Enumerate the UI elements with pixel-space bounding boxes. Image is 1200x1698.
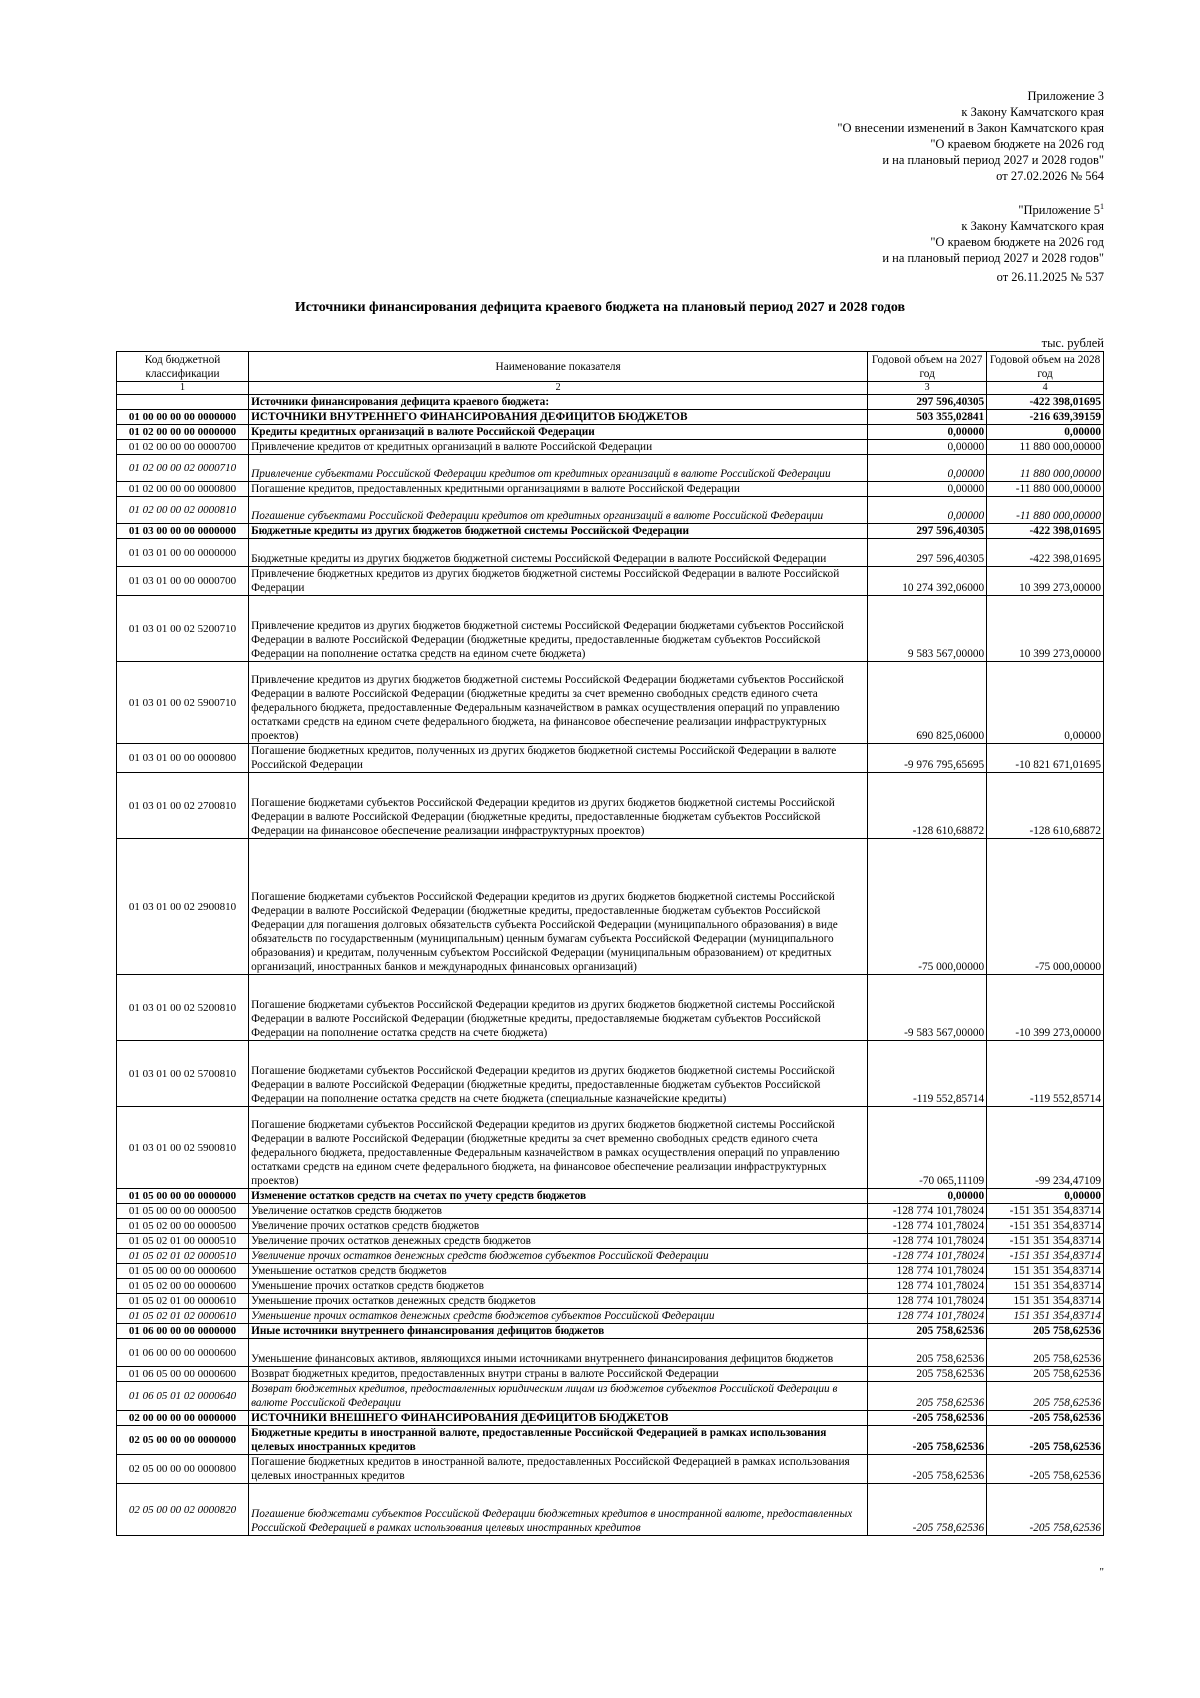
code-cell: 01 05 00 00 00 0000500: [117, 1204, 249, 1219]
name-cell: Погашение бюджетами субъектов Российской Федерации кредитов из других бюджетов бюджетной системы Российской Федерации в валюте Российской Федерации (бюджетные кредиты за счет временно свободных средств единого счета федерального бюджета, предоставленные Федеральным казначейством в рамках осуществления операций по управлению остатками средств на едином счете федерального бюджета, на финансовое обеспечение реализации инфраструктурных проектов): [249, 1107, 868, 1189]
approval-line: к Закону Камчатского края: [961, 105, 1104, 119]
value-2028-cell: -422 398,01695: [987, 539, 1104, 567]
value-2028-cell: 151 351 354,83714: [987, 1309, 1104, 1324]
table-row: [117, 1426, 1104, 1455]
table-row: [117, 455, 1104, 482]
table-row: [117, 1204, 1104, 1219]
name-cell: Погашение кредитов, предоставленных кредитными организациями в валюте Российской Федерации: [249, 482, 868, 497]
value-2028-cell: 0,00000: [987, 1189, 1104, 1204]
header-appendix-block: [882, 202, 1104, 285]
name-cell: Погашение субъектами Российской Федерации кредитов от кредитных организаций в валюте Российской Федерации: [249, 497, 868, 524]
value-2028-cell: -119 552,85714: [987, 1041, 1104, 1107]
table-row: [117, 567, 1104, 596]
header-code: Код бюджетной классификации: [117, 352, 249, 382]
code-cell: 01 03 01 00 02 5900810: [117, 1107, 249, 1189]
code-cell: 01 05 02 01 02 0000610: [117, 1309, 249, 1324]
value-2027-cell: 205 758,62536: [868, 1339, 987, 1367]
value-2027-cell: -75 000,00000: [868, 839, 987, 975]
code-cell: 01 03 01 00 00 0000800: [117, 744, 249, 773]
name-cell: Привлечение кредитов из других бюджетов бюджетной системы Российской Федерации бюджетами субъектов Российской Федерации в валюте Российской Федерации (бюджетные кредиты, предоставленные бюджетам субъектов Российской Федерации на пополнение остатка средств на едином счете бюджета): [249, 596, 868, 662]
value-2027-cell: -128 610,68872: [868, 773, 987, 839]
value-2027-cell: -128 774 101,78024: [868, 1219, 987, 1234]
value-2028-cell: 11 880 000,00000: [987, 440, 1104, 455]
value-2027-cell: 297 596,40305: [868, 539, 987, 567]
value-2028-cell: 10 399 273,00000: [987, 596, 1104, 662]
name-cell: Погашение бюджетных кредитов, полученных из других бюджетов бюджетной системы Российской Федерации в валюте Российской Федерации: [249, 744, 868, 773]
value-2028-cell: -99 234,47109: [987, 1107, 1104, 1189]
name-cell: Увеличение остатков средств бюджетов: [249, 1204, 868, 1219]
value-2027-cell: 503 355,02841: [868, 410, 987, 425]
code-cell: [117, 395, 249, 410]
code-cell: 01 02 00 00 02 0000710: [117, 455, 249, 482]
table-row: [117, 1339, 1104, 1367]
index-cell: 1: [117, 382, 249, 395]
name-cell: Увеличение прочих остатков денежных средств бюджетов: [249, 1234, 868, 1249]
value-2028-cell: 151 351 354,83714: [987, 1279, 1104, 1294]
value-2027-cell: -9 976 795,65695: [868, 744, 987, 773]
name-cell: Привлечение кредитов от кредитных организаций в валюте Российской Федерации: [249, 440, 868, 455]
code-cell: 01 05 00 00 00 0000600: [117, 1264, 249, 1279]
value-2028-cell: 205 758,62536: [987, 1339, 1104, 1367]
value-2027-cell: 297 596,40305: [868, 395, 987, 410]
name-cell: ИСТОЧНИКИ ВНЕШНЕГО ФИНАНСИРОВАНИЯ ДЕФИЦИТОВ БЮДЖЕТОВ: [249, 1411, 868, 1426]
value-2027-cell: 9 583 567,00000: [868, 596, 987, 662]
value-2028-cell: -151 351 354,83714: [987, 1234, 1104, 1249]
name-cell: Уменьшение остатков средств бюджетов: [249, 1264, 868, 1279]
table-row: [117, 482, 1104, 497]
name-cell: Уменьшение прочих остатков средств бюджетов: [249, 1279, 868, 1294]
table-index-row: [117, 382, 1104, 395]
table-row: [117, 662, 1104, 744]
closing-quote: ": [1099, 1566, 1104, 1578]
value-2028-cell: -205 758,62536: [987, 1484, 1104, 1536]
code-cell: 01 06 05 01 02 0000640: [117, 1382, 249, 1411]
value-2028-cell: 205 758,62536: [987, 1324, 1104, 1339]
value-2028-cell: 10 399 273,00000: [987, 567, 1104, 596]
name-cell: Погашение бюджетами субъектов Российской Федерации кредитов из других бюджетов бюджетной системы Российской Федерации в валюте Российской Федерации (бюджетные кредиты, предоставленные бюджетам субъектов Российской Федерации для погашения долговых обязательств субъекта Российской Федерации (муниципального образования) в виде обязательств по государственным (муниципальным) ценным бумагам субъекта Российской Федерации (муниципального образования) и кредитам, полученным субъектом Российской Федерации (муниципальным образованием) от кредитных организаций, иностранных банков и международных финансовых организаций): [249, 839, 868, 975]
value-2027-cell: -9 583 567,00000: [868, 975, 987, 1041]
value-2027-cell: -205 758,62536: [868, 1484, 987, 1536]
appendix-date: от 26.11.2025 № 537: [996, 270, 1104, 284]
code-cell: 02 05 00 00 00 0000000: [117, 1426, 249, 1455]
appendix-line: "О краевом бюджете на 2026 год: [930, 235, 1104, 249]
table-row: [117, 839, 1104, 975]
code-cell: 01 05 02 00 00 0000600: [117, 1279, 249, 1294]
value-2027-cell: -205 758,62536: [868, 1411, 987, 1426]
header-2027: Годовой объем на 2027 год: [868, 352, 987, 382]
value-2027-cell: -128 774 101,78024: [868, 1249, 987, 1264]
value-2027-cell: 128 774 101,78024: [868, 1294, 987, 1309]
code-cell: 01 06 00 00 00 0000600: [117, 1339, 249, 1367]
table-row: [117, 1189, 1104, 1204]
name-cell: Привлечение кредитов из других бюджетов бюджетной системы Российской Федерации бюджетами субъектов Российской Федерации в валюте Российской Федерации (бюджетные кредиты за счет временно свободных средств единого счета федерального бюджета, предоставленные Федеральным казначейством в рамках осуществления операций по управлению остатками средств на едином счете федерального бюджета, на финансовое обеспечение реализации инфраструктурных проектов): [249, 662, 868, 744]
table-row: [117, 1411, 1104, 1426]
value-2027-cell: 690 825,06000: [868, 662, 987, 744]
approval-line: и на плановый период 2027 и 2028 годов": [882, 153, 1104, 167]
table-row: [117, 744, 1104, 773]
code-cell: 01 03 01 00 00 0000700: [117, 567, 249, 596]
value-2028-cell: -216 639,39159: [987, 410, 1104, 425]
name-cell: Кредиты кредитных организаций в валюте Российской Федерации: [249, 425, 868, 440]
code-cell: 01 03 01 00 02 2900810: [117, 839, 249, 975]
code-cell: 01 02 00 00 00 0000000: [117, 425, 249, 440]
approval-line: "О краевом бюджете на 2026 год: [930, 137, 1104, 151]
name-cell: Погашение бюджетами субъектов Российской Федерации кредитов из других бюджетов бюджетной системы Российской Федерации в валюте Российской Федерации (бюджетные кредиты, предоставленные бюджетам субъектов Российской Федерации на финансовое обеспечение реализации инфраструктурных проектов): [249, 773, 868, 839]
table-row: [117, 1484, 1104, 1536]
name-cell: Увеличение прочих остатков средств бюджетов: [249, 1219, 868, 1234]
appendix-line: к Закону Камчатского края: [961, 219, 1104, 233]
value-2028-cell: -75 000,00000: [987, 839, 1104, 975]
name-cell: Погашение бюджетами субъектов Российской Федерации бюджетных кредитов в иностранной валюте, предоставленных Российской Федерацией в рамках использования целевых иностранных кредитов: [249, 1484, 868, 1536]
value-2027-cell: -205 758,62536: [868, 1426, 987, 1455]
table-row: [117, 410, 1104, 425]
code-cell: 01 03 01 00 02 2700810: [117, 773, 249, 839]
value-2028-cell: 11 880 000,00000: [987, 455, 1104, 482]
code-cell: 02 00 00 00 00 0000000: [117, 1411, 249, 1426]
value-2027-cell: 0,00000: [868, 497, 987, 524]
value-2027-cell: 10 274 392,06000: [868, 567, 987, 596]
name-cell: Погашение бюджетных кредитов в иностранной валюте, предоставленных Российской Федерацией в рамках использования целевых иностранных кредитов: [249, 1455, 868, 1484]
name-cell: Бюджетные кредиты из других бюджетов бюджетной системы Российской Федерации: [249, 524, 868, 539]
table-row: [117, 425, 1104, 440]
table-row: [117, 1367, 1104, 1382]
value-2027-cell: 128 774 101,78024: [868, 1279, 987, 1294]
table-row: [117, 1219, 1104, 1234]
code-cell: 01 02 00 00 02 0000810: [117, 497, 249, 524]
name-cell: ИСТОЧНИКИ ВНУТРЕННЕГО ФИНАНСИРОВАНИЯ ДЕФИЦИТОВ БЮДЖЕТОВ: [249, 410, 868, 425]
units-label: тыс. рублей: [1041, 336, 1104, 350]
value-2027-cell: 0,00000: [868, 425, 987, 440]
name-cell: Уменьшение прочих остатков денежных средств бюджетов: [249, 1294, 868, 1309]
header-2028: Годовой объем на 2028 год: [987, 352, 1104, 382]
appendix-title: "Приложение $5^1$: [1018, 201, 1104, 217]
name-cell: Возврат бюджетных кредитов, предоставленных юридическим лицам из бюджетов субъектов Российской Федерации в валюте Российской Федерации: [249, 1382, 868, 1411]
table-row: [117, 497, 1104, 524]
code-cell: 02 05 00 00 00 0000800: [117, 1455, 249, 1484]
table-row: [117, 1264, 1104, 1279]
value-2027-cell: -119 552,85714: [868, 1041, 987, 1107]
approval-line: Приложение 3: [1027, 89, 1104, 103]
header-name: Наименование показателя: [249, 352, 868, 382]
value-2028-cell: -151 351 354,83714: [987, 1204, 1104, 1219]
value-2028-cell: -151 351 354,83714: [987, 1219, 1104, 1234]
code-cell: 01 05 02 01 00 0000510: [117, 1234, 249, 1249]
name-cell: Уменьшение финансовых активов, являющихся иными источниками внутреннего финансирования дефицитов бюджетов: [249, 1339, 868, 1367]
value-2027-cell: 0,00000: [868, 482, 987, 497]
value-2027-cell: 205 758,62536: [868, 1324, 987, 1339]
value-2027-cell: 0,00000: [868, 455, 987, 482]
name-cell: Погашение бюджетами субъектов Российской Федерации кредитов из других бюджетов бюджетной системы Российской Федерации в валюте Российской Федерации (бюджетные кредиты, предоставляемые бюджетам субъектов Российской Федерации на пополнение остатка средств на счете бюджета): [249, 975, 868, 1041]
code-cell: 01 02 00 00 00 0000800: [117, 482, 249, 497]
approval-line: "О внесении изменений в Закон Камчатского края: [837, 121, 1104, 135]
budget-sources-table: [116, 351, 1104, 1536]
name-cell: Увеличение прочих остатков денежных средств бюджетов субъектов Российской Федерации: [249, 1249, 868, 1264]
value-2027-cell: -205 758,62536: [868, 1455, 987, 1484]
table-row: [117, 1234, 1104, 1249]
value-2027-cell: 128 774 101,78024: [868, 1264, 987, 1279]
table-row: [117, 1294, 1104, 1309]
value-2027-cell: 0,00000: [868, 1189, 987, 1204]
table-row: [117, 1309, 1104, 1324]
value-2028-cell: 0,00000: [987, 662, 1104, 744]
value-2027-cell: -128 774 101,78024: [868, 1234, 987, 1249]
code-cell: 02 05 00 00 02 0000820: [117, 1484, 249, 1536]
code-cell: 01 02 00 00 00 0000700: [117, 440, 249, 455]
code-cell: 01 05 02 01 02 0000510: [117, 1249, 249, 1264]
value-2028-cell: -10 399 273,00000: [987, 975, 1104, 1041]
value-2027-cell: 205 758,62536: [868, 1382, 987, 1411]
code-cell: 01 03 01 00 02 5200810: [117, 975, 249, 1041]
approval-line: от 27.02.2026 № 564: [996, 169, 1104, 183]
table-header-row: [117, 352, 1104, 382]
code-cell: 01 00 00 00 00 0000000: [117, 410, 249, 425]
name-cell: Источники финансирования дефицита краевого бюджета:: [249, 395, 868, 410]
value-2028-cell: -205 758,62536: [987, 1455, 1104, 1484]
table-row: [117, 1041, 1104, 1107]
name-cell: Погашение бюджетами субъектов Российской Федерации кредитов из других бюджетов бюджетной системы Российской Федерации в валюте Российской Федерации (бюджетные кредиты, предоставленные бюджетам субъектов Российской Федерации на пополнение остатка средств на счете бюджета (специальные казначейские кредиты): [249, 1041, 868, 1107]
index-cell: 4: [987, 382, 1104, 395]
value-2027-cell: 0,00000: [868, 440, 987, 455]
appendix-line: и на плановый период 2027 и 2028 годов": [882, 251, 1104, 265]
value-2027-cell: -128 774 101,78024: [868, 1204, 987, 1219]
code-cell: 01 03 01 00 02 5200710: [117, 596, 249, 662]
code-cell: 01 03 01 00 02 5700810: [117, 1041, 249, 1107]
table-row: [117, 773, 1104, 839]
value-2028-cell: -151 351 354,83714: [987, 1249, 1104, 1264]
table-row: [117, 440, 1104, 455]
table-row: [117, 1107, 1104, 1189]
table-row: [117, 975, 1104, 1041]
index-cell: 3: [868, 382, 987, 395]
table-row: [117, 1324, 1104, 1339]
value-2028-cell: -10 821 671,01695: [987, 744, 1104, 773]
name-cell: Возврат бюджетных кредитов, предоставленных внутри страны в валюте Российской Федерации: [249, 1367, 868, 1382]
table-row: [117, 524, 1104, 539]
value-2028-cell: -11 880 000,00000: [987, 497, 1104, 524]
value-2027-cell: -70 065,11109: [868, 1107, 987, 1189]
code-cell: 01 03 01 00 02 5900710: [117, 662, 249, 744]
value-2028-cell: -205 758,62536: [987, 1426, 1104, 1455]
name-cell: Привлечение субъектами Российской Федерации кредитов от кредитных организаций в валюте Российской Федерации: [249, 455, 868, 482]
value-2027-cell: 205 758,62536: [868, 1367, 987, 1382]
value-2028-cell: 151 351 354,83714: [987, 1294, 1104, 1309]
table-row: [117, 539, 1104, 567]
value-2028-cell: -422 398,01695: [987, 524, 1104, 539]
code-cell: 01 03 01 00 00 0000000: [117, 539, 249, 567]
value-2027-cell: 297 596,40305: [868, 524, 987, 539]
code-cell: 01 03 00 00 00 0000000: [117, 524, 249, 539]
name-cell: Привлечение бюджетных кредитов из других бюджетов бюджетной системы Российской Федерации в валюте Российской Федерации: [249, 567, 868, 596]
value-2027-cell: 128 774 101,78024: [868, 1309, 987, 1324]
name-cell: Изменение остатков средств на счетах по учету средств бюджетов: [249, 1189, 868, 1204]
value-2028-cell: -205 758,62536: [987, 1411, 1104, 1426]
code-cell: 01 05 00 00 00 0000000: [117, 1189, 249, 1204]
value-2028-cell: 151 351 354,83714: [987, 1264, 1104, 1279]
index-cell: 2: [249, 382, 868, 395]
code-cell: 01 06 05 00 00 0000600: [117, 1367, 249, 1382]
value-2028-cell: 205 758,62536: [987, 1367, 1104, 1382]
value-2028-cell: -11 880 000,00000: [987, 482, 1104, 497]
table-row: [117, 395, 1104, 410]
table-row: [117, 1382, 1104, 1411]
value-2028-cell: 205 758,62536: [987, 1382, 1104, 1411]
code-cell: 01 05 02 00 00 0000500: [117, 1219, 249, 1234]
document-title: Источники финансирования дефицита краевого бюджета на плановый период 2027 и 2028 годов: [294, 300, 906, 315]
code-cell: 01 06 00 00 00 0000000: [117, 1324, 249, 1339]
name-cell: Иные источники внутреннего финансирования дефицитов бюджетов: [249, 1324, 868, 1339]
name-cell: Бюджетные кредиты из других бюджетов бюджетной системы Российской Федерации в валюте Российской Федерации: [249, 539, 868, 567]
header-approval-block: [837, 88, 1104, 184]
value-2028-cell: -128 610,68872: [987, 773, 1104, 839]
table-row: [117, 1249, 1104, 1264]
table-row: [117, 1279, 1104, 1294]
value-2028-cell: 0,00000: [987, 425, 1104, 440]
name-cell: Уменьшение прочих остатков денежных средств бюджетов субъектов Российской Федерации: [249, 1309, 868, 1324]
table-row: [117, 596, 1104, 662]
value-2028-cell: -422 398,01695: [987, 395, 1104, 410]
table-row: [117, 1455, 1104, 1484]
name-cell: Бюджетные кредиты в иностранной валюте, предоставленные Российской Федерацией в рамках использования целевых иностранных кредитов: [249, 1426, 868, 1455]
code-cell: 01 05 02 01 00 0000610: [117, 1294, 249, 1309]
